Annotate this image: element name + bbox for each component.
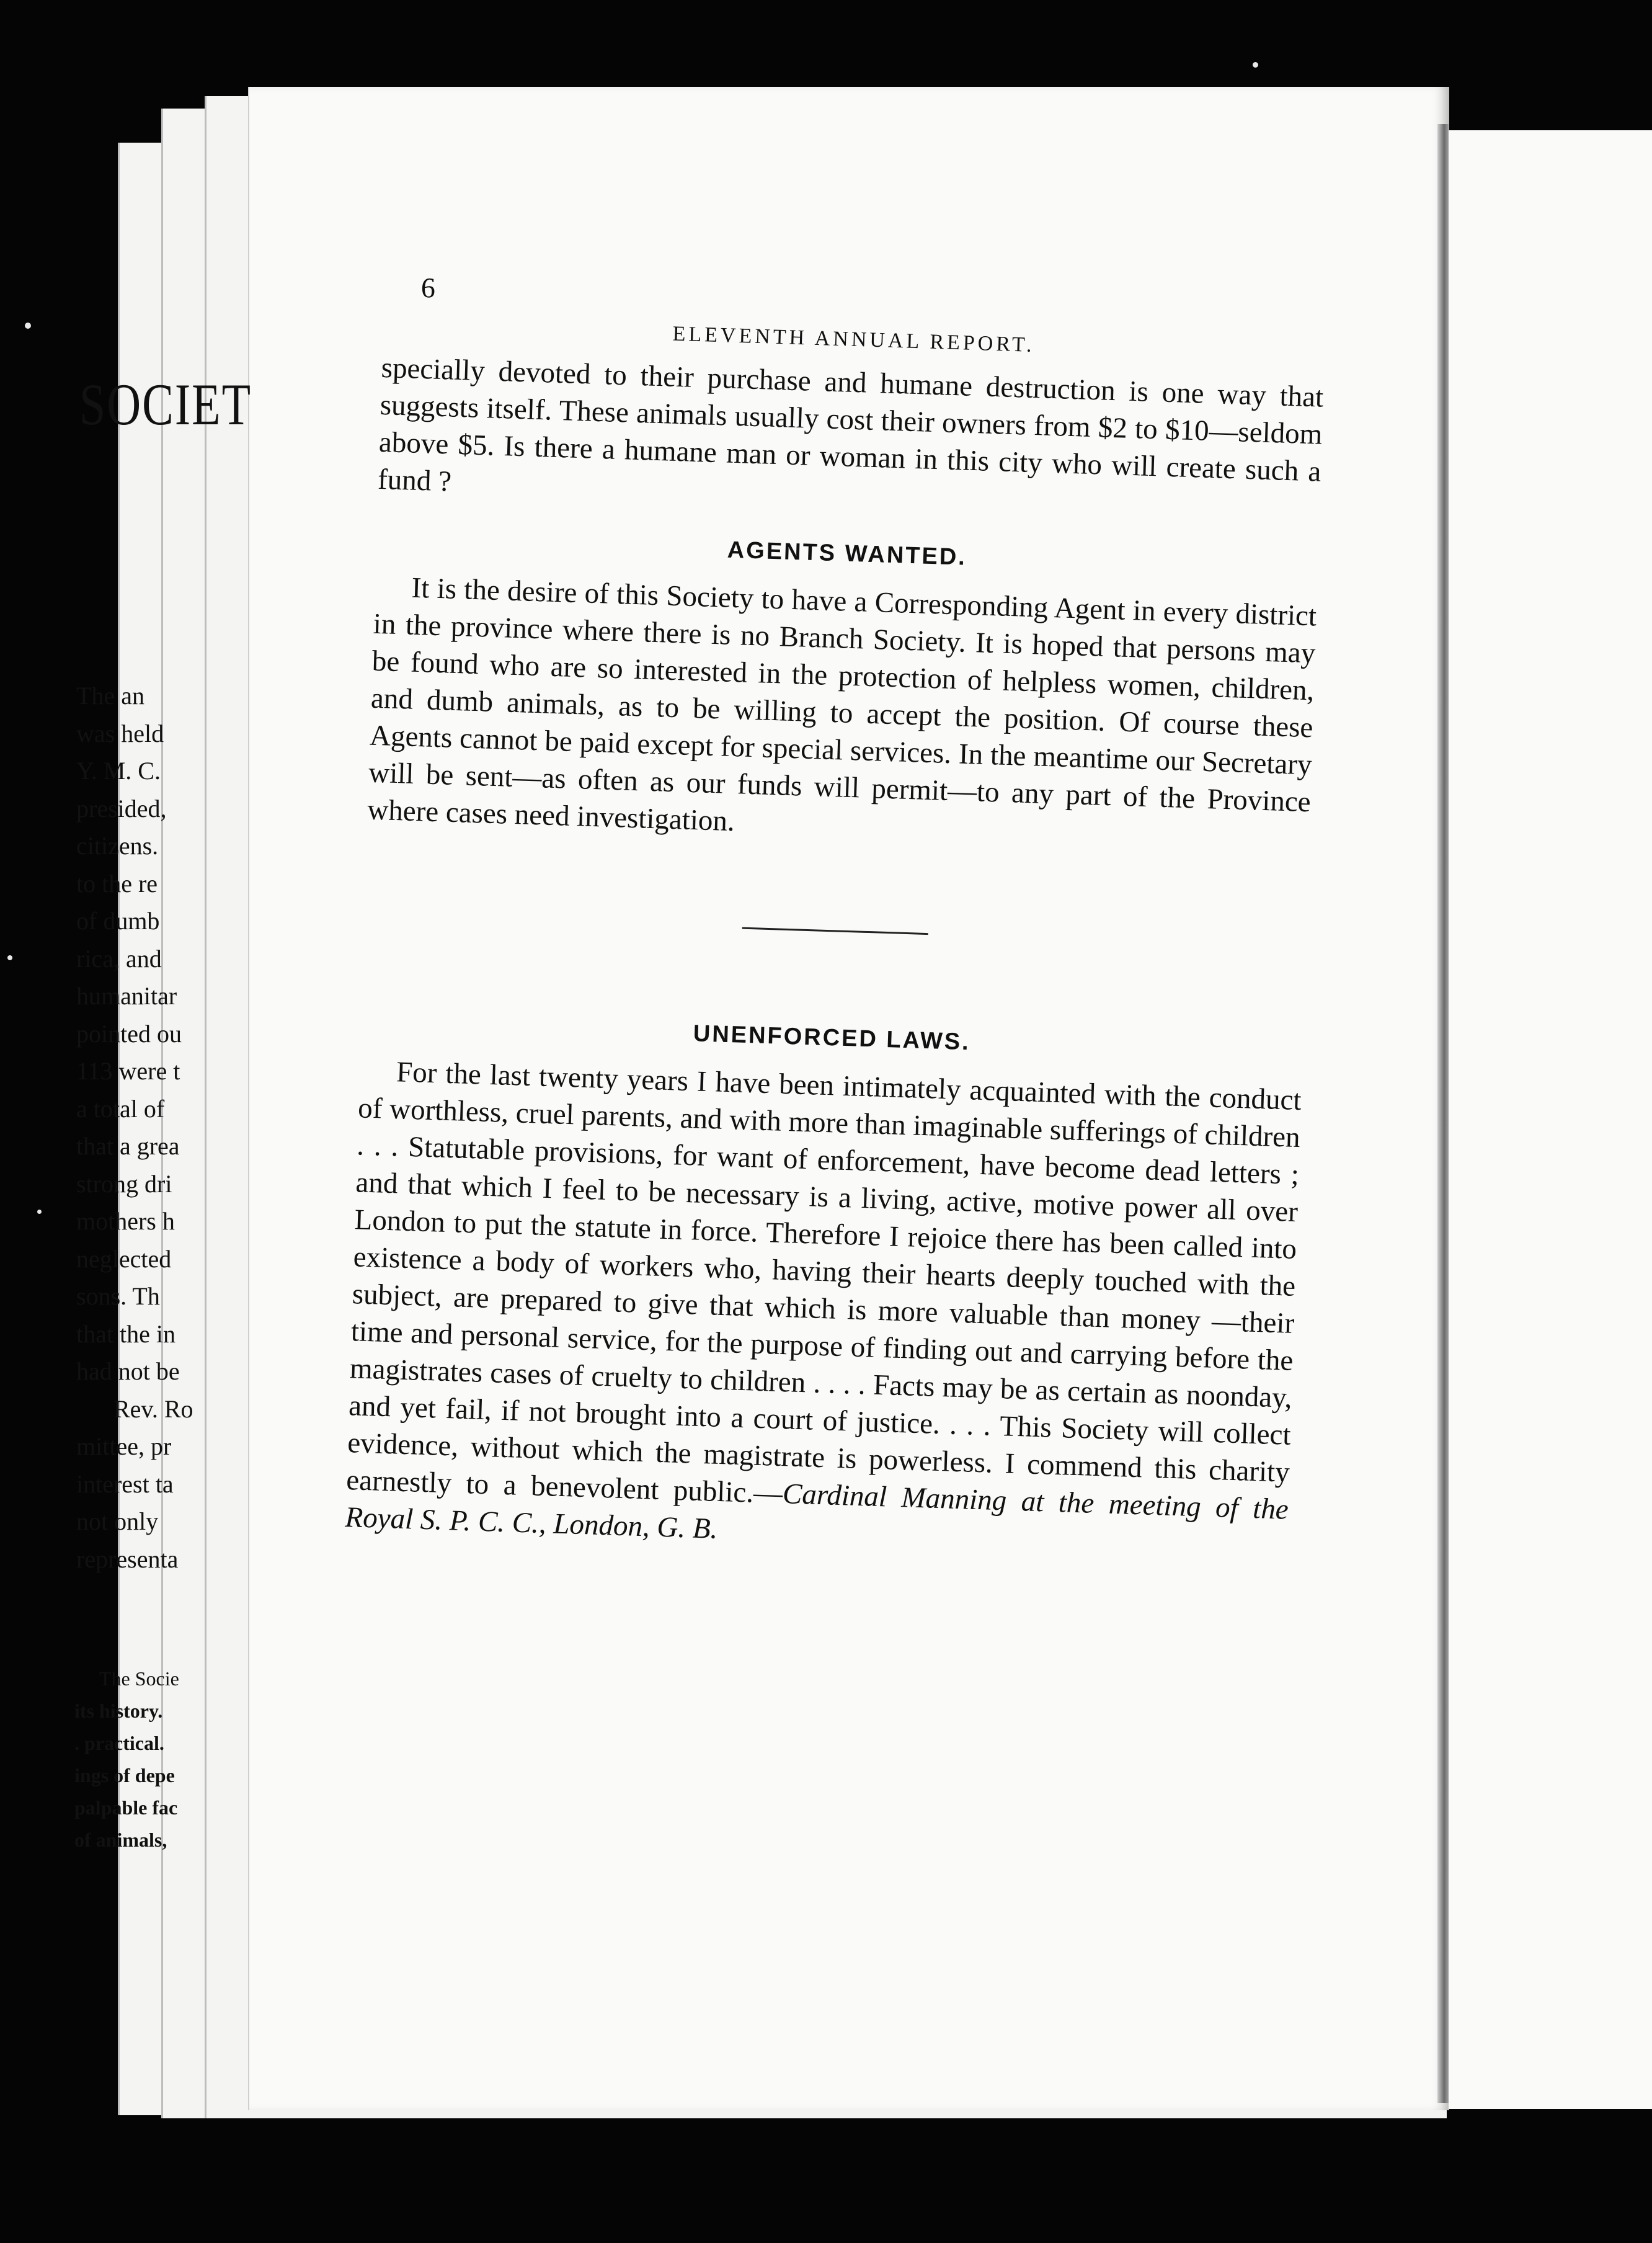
scan-dust bbox=[7, 955, 12, 960]
right-page-small-line: The Socie bbox=[99, 1667, 179, 1690]
right-page bbox=[1449, 130, 1652, 2109]
right-page-line: representa bbox=[76, 1545, 179, 1573]
scan-dust bbox=[37, 1210, 42, 1214]
right-page-line: The an bbox=[76, 682, 144, 710]
book-gutter bbox=[1437, 124, 1449, 2103]
right-page-line: sons. Th bbox=[76, 1282, 160, 1310]
right-page-line: of dumb bbox=[76, 907, 160, 935]
right-page-line: mittee, pr bbox=[76, 1432, 172, 1460]
right-page-line: pointed ou bbox=[76, 1019, 182, 1048]
right-page-line: interest ta bbox=[76, 1469, 174, 1498]
right-page-body bbox=[76, 677, 324, 1578]
right-page-line: mothers h bbox=[76, 1207, 175, 1235]
right-page-line: humanitar bbox=[76, 982, 177, 1010]
quote-attribution: Cardinal Manning at the meeting of the Royal S. P. C. C., London, G. B. bbox=[344, 1478, 1289, 1545]
right-page-line: to the re bbox=[76, 869, 158, 898]
agents-wanted-paragraph: It is the desire of this Society to have a Corresponding Agent in every district in the province where there is no Branch Society. It is hoped that persons may be found who are so interested in the protection of helpless women, children, and dumb animals, as to be willing to accept the position. Of course these Agents cannot be paid except for special services. In the meantime our Secretary will be sent—as often as our funds will permit—to any part of the Province where cases need investigation. bbox=[366, 571, 1317, 838]
unenforced-laws-body: For the last twenty years I have been intimately acquainted with the conduct of worthless, cruel parents, and with more than imaginable sufferings of children . . . Statutable provisions, for want of enforcement, have become dead letters ; and that which I feel to be necessary is a living, active, motive power all over London to put the statute in force. Therefore I rejoice there has been called into existence a body of workers who, having their hearts deeply touched with the subject, are prepared to give that which is more valuable than money —their time and personal service, for the purpose of finding out and carrying before the magistrates cases of cruelty to children . . . . Facts may be as certain as noonday, and yet fail, if not brought into a court of justice. . . . This Society will collect evidence, without which the magistrate is powerless. I commend this charity earnestly to a benevolent public.— bbox=[345, 1056, 1302, 1510]
right-page-line: Y. M. C. bbox=[76, 757, 161, 785]
unenforced-laws-paragraph bbox=[345, 1052, 1302, 1565]
section-heading-agents-wanted: AGENTS WANTED. bbox=[727, 537, 967, 571]
scan-dust bbox=[25, 323, 31, 329]
right-page-line: neglected bbox=[76, 1244, 172, 1273]
right-page-line: was held bbox=[76, 719, 164, 747]
right-page-small-line: ings of depe bbox=[74, 1764, 175, 1786]
page-number: 6 bbox=[420, 271, 436, 304]
right-page-line: strong dri bbox=[76, 1169, 172, 1198]
right-page-small-print bbox=[74, 1662, 322, 1856]
right-page-title: SOCIET bbox=[79, 372, 252, 438]
right-page-line: a total of bbox=[76, 1094, 165, 1123]
right-page-line: had not be bbox=[76, 1357, 180, 1385]
section-heading-unenforced-laws: UNENFORCED LAWS. bbox=[693, 1020, 971, 1056]
section-divider bbox=[742, 927, 928, 935]
right-page-line: 113 were t bbox=[76, 1057, 180, 1085]
right-page-line: not only bbox=[76, 1507, 159, 1535]
scan-dust bbox=[1253, 62, 1258, 68]
right-page-small-line: of animals, bbox=[74, 1829, 167, 1851]
right-page-line: that the in bbox=[76, 1319, 175, 1348]
left-page-content bbox=[345, 267, 1327, 1566]
right-page-line: that a grea bbox=[76, 1132, 180, 1160]
opening-paragraph: specially devoted to their purchase and humane destruction is one way that suggests itself. These animals usually cost their owners from $2 to $10—seldom above $5. Is there a humane man or woman in this city who will create such a fund ? bbox=[377, 351, 1324, 498]
right-page-small-line: its history. bbox=[74, 1700, 163, 1722]
right-page-line: rica, and bbox=[76, 944, 162, 973]
right-page-line: presided, bbox=[76, 794, 167, 823]
right-page-small-line: . practical. bbox=[74, 1732, 164, 1754]
right-page-line: Rev. Ro bbox=[113, 1394, 193, 1423]
right-page-line: citizens. bbox=[76, 832, 159, 860]
running-head: ELEVENTH ANNUAL REPORT. bbox=[672, 322, 1036, 357]
right-page-small-line: palpable fac bbox=[74, 1796, 178, 1819]
